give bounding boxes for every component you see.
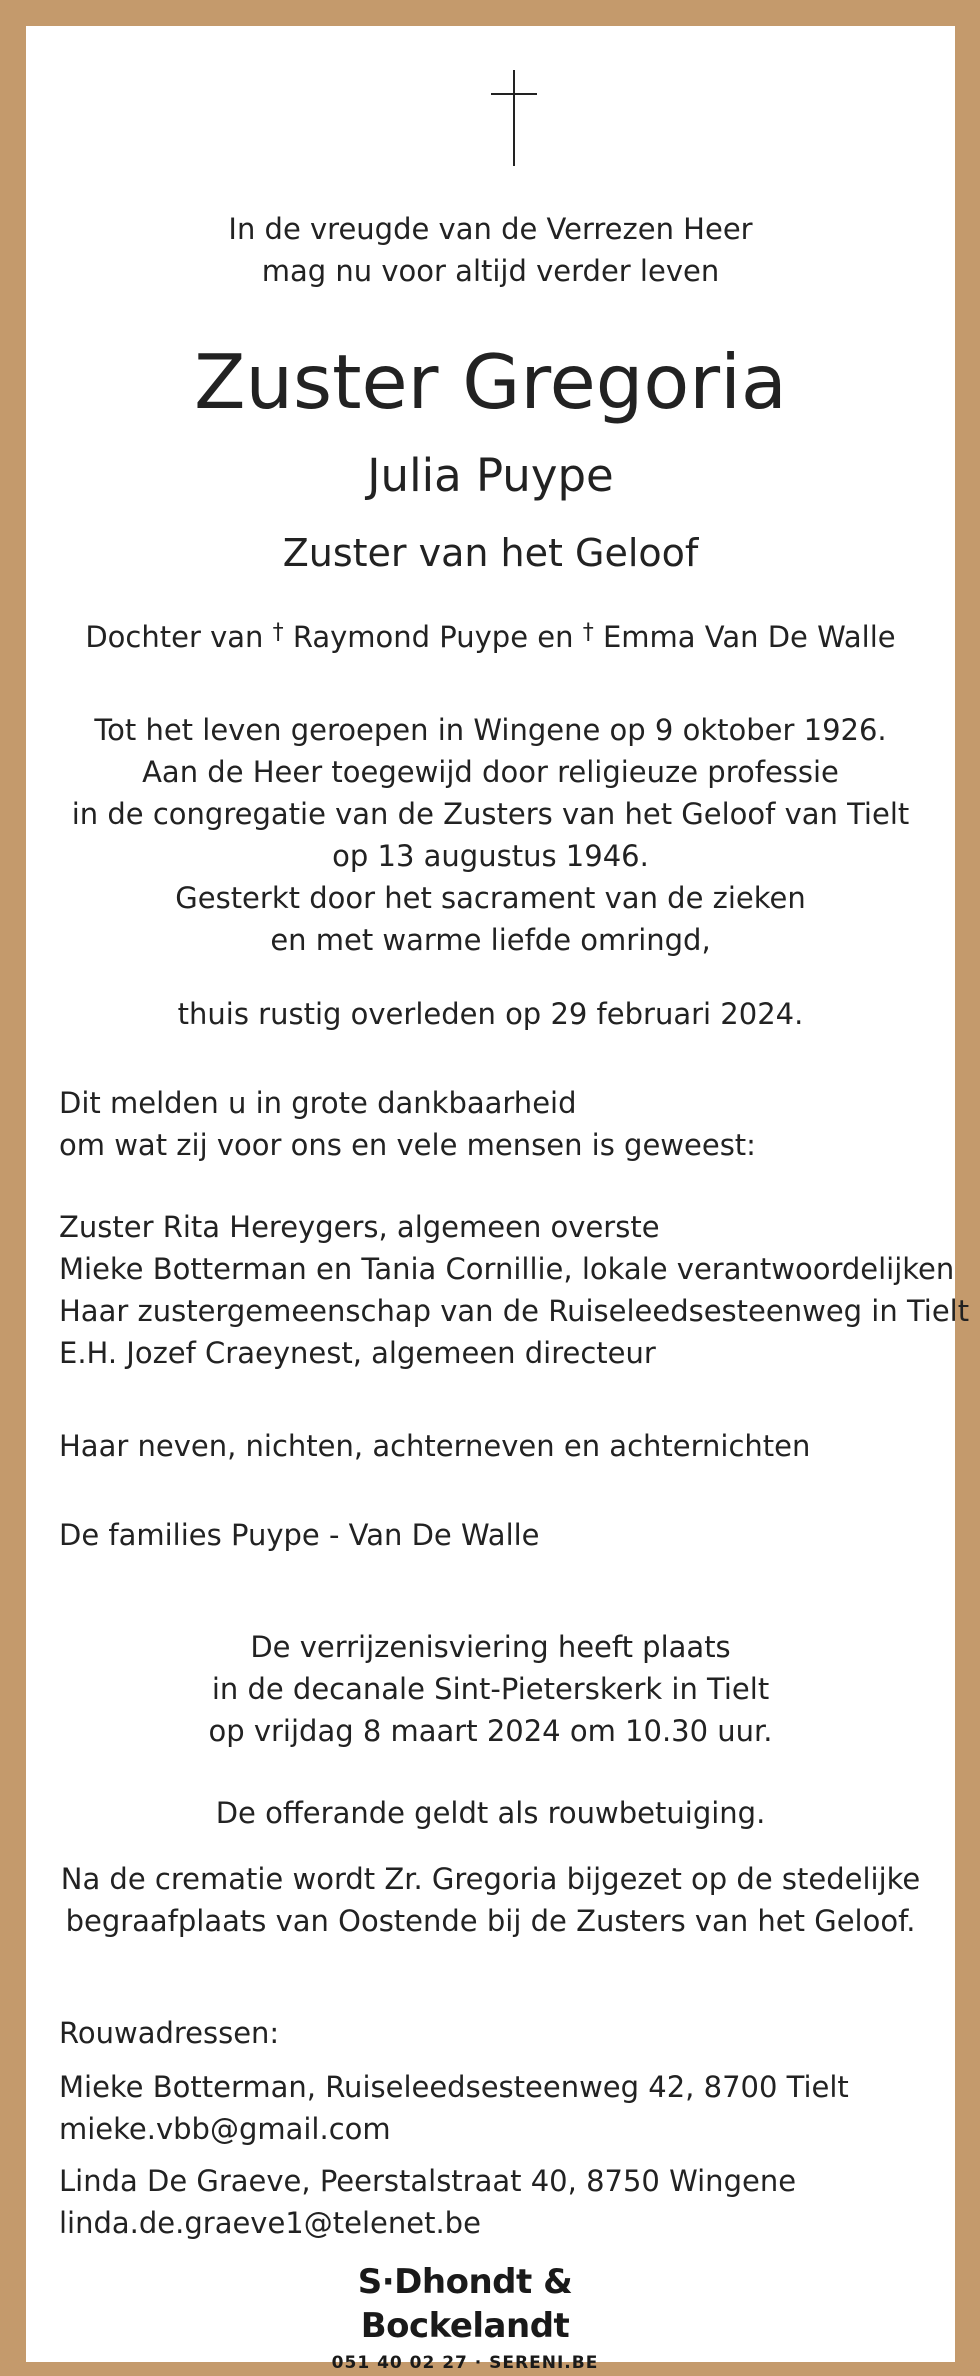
mourner-line: Mieke Botterman en Tania Cornillie, lokale verantwoordelijken — [59, 1252, 955, 1286]
mourner-line: E.H. Jozef Craeynest, algemeen directeur — [59, 1336, 656, 1370]
thanks-line: om wat zij voor ons en vele mensen is geweest: — [59, 1128, 756, 1162]
death-date-line: thuis rustig overleden op 29 februari 2024. — [177, 997, 804, 1031]
intro-line: mag nu voor altijd verder leven — [261, 254, 720, 288]
burial-info — [26, 1858, 955, 1942]
bio-line: Gesterkt door het sacrament van de zieken — [175, 881, 806, 915]
addresses-label: Rouwadressen: — [59, 2016, 280, 2050]
bio-line: in de congregatie van de Zusters van het Geloof van Tielt — [71, 797, 910, 831]
burial-line: begraafplaats van Oostende bij de Zusters van het Geloof. — [65, 1904, 916, 1938]
intro-line: In de vreugde van de Verrezen Heer — [228, 212, 753, 246]
address-line: Linda De Graeve, Peerstalstraat 40, 8750 Wingene — [59, 2164, 797, 2198]
bio-line: Tot het leven geroepen in Wingene op 9 oktober 1926. — [94, 713, 887, 747]
address-email: mieke.vbb@gmail.com — [59, 2112, 391, 2146]
obituary-card — [26, 26, 970, 2362]
offering-note: De offerande geldt als rouwbetuiging. — [215, 1796, 766, 1830]
dagger-icon: † — [272, 620, 284, 645]
funeral-home-footer — [250, 2254, 680, 2373]
address-block — [59, 2066, 939, 2150]
funeral-home-contact: 051 40 02 27 · SERENI.BE — [331, 2353, 599, 2373]
service-line: in de decanale Sint-Pieterskerk in Tielt — [211, 1672, 770, 1706]
address-block — [59, 2160, 939, 2244]
address-email: linda.de.graeve1@telenet.be — [59, 2206, 481, 2240]
biography — [26, 709, 955, 961]
mother-name: Emma Van De Walle — [602, 620, 896, 654]
dagger-icon: † — [582, 620, 594, 645]
bio-line: en met warme liefde omringd, — [270, 923, 711, 957]
thanks-text — [59, 1082, 939, 1166]
funeral-home-logo: S·Dhondt & Bockelandt — [357, 2262, 573, 2346]
parents-prefix: Dochter van — [85, 620, 264, 654]
families-line: De families Puype - Van De Walle — [59, 1518, 540, 1552]
address-line: Mieke Botterman, Ruiseleedsesteenweg 42, 8700 Tielt — [59, 2070, 849, 2104]
congregation-name: Zuster van het Geloof — [282, 531, 699, 575]
service-line: De verrijzenisviering heeft plaats — [250, 1630, 731, 1664]
mourners-list — [59, 1206, 970, 1374]
thanks-line: Dit melden u in grote dankbaarheid — [59, 1086, 577, 1120]
father-name: Raymond Puype en — [292, 620, 574, 654]
deceased-name: Zuster Gregoria — [194, 338, 787, 426]
mourner-line: Zuster Rita Hereygers, algemeen overste — [59, 1210, 660, 1244]
mourner-line: Haar zustergemeenschap van de Ruiseleedsesteenweg in Tielt — [59, 1294, 970, 1328]
intro-text — [26, 208, 955, 292]
parents-line — [26, 616, 955, 662]
civil-name: Julia Puype — [367, 449, 614, 502]
family-line: Haar neven, nichten, achterneven en achternichten — [59, 1429, 811, 1463]
burial-line: Na de crematie wordt Zr. Gregoria bijgezet op de stedelijke — [60, 1862, 921, 1896]
bio-line: Aan de Heer toegewijd door religieuze professie — [142, 755, 839, 789]
latin-cross-icon — [489, 70, 539, 166]
service-line: op vrijdag 8 maart 2024 om 10.30 uur. — [208, 1714, 773, 1748]
service-info — [26, 1626, 955, 1752]
bio-line: op 13 augustus 1946. — [332, 839, 649, 873]
